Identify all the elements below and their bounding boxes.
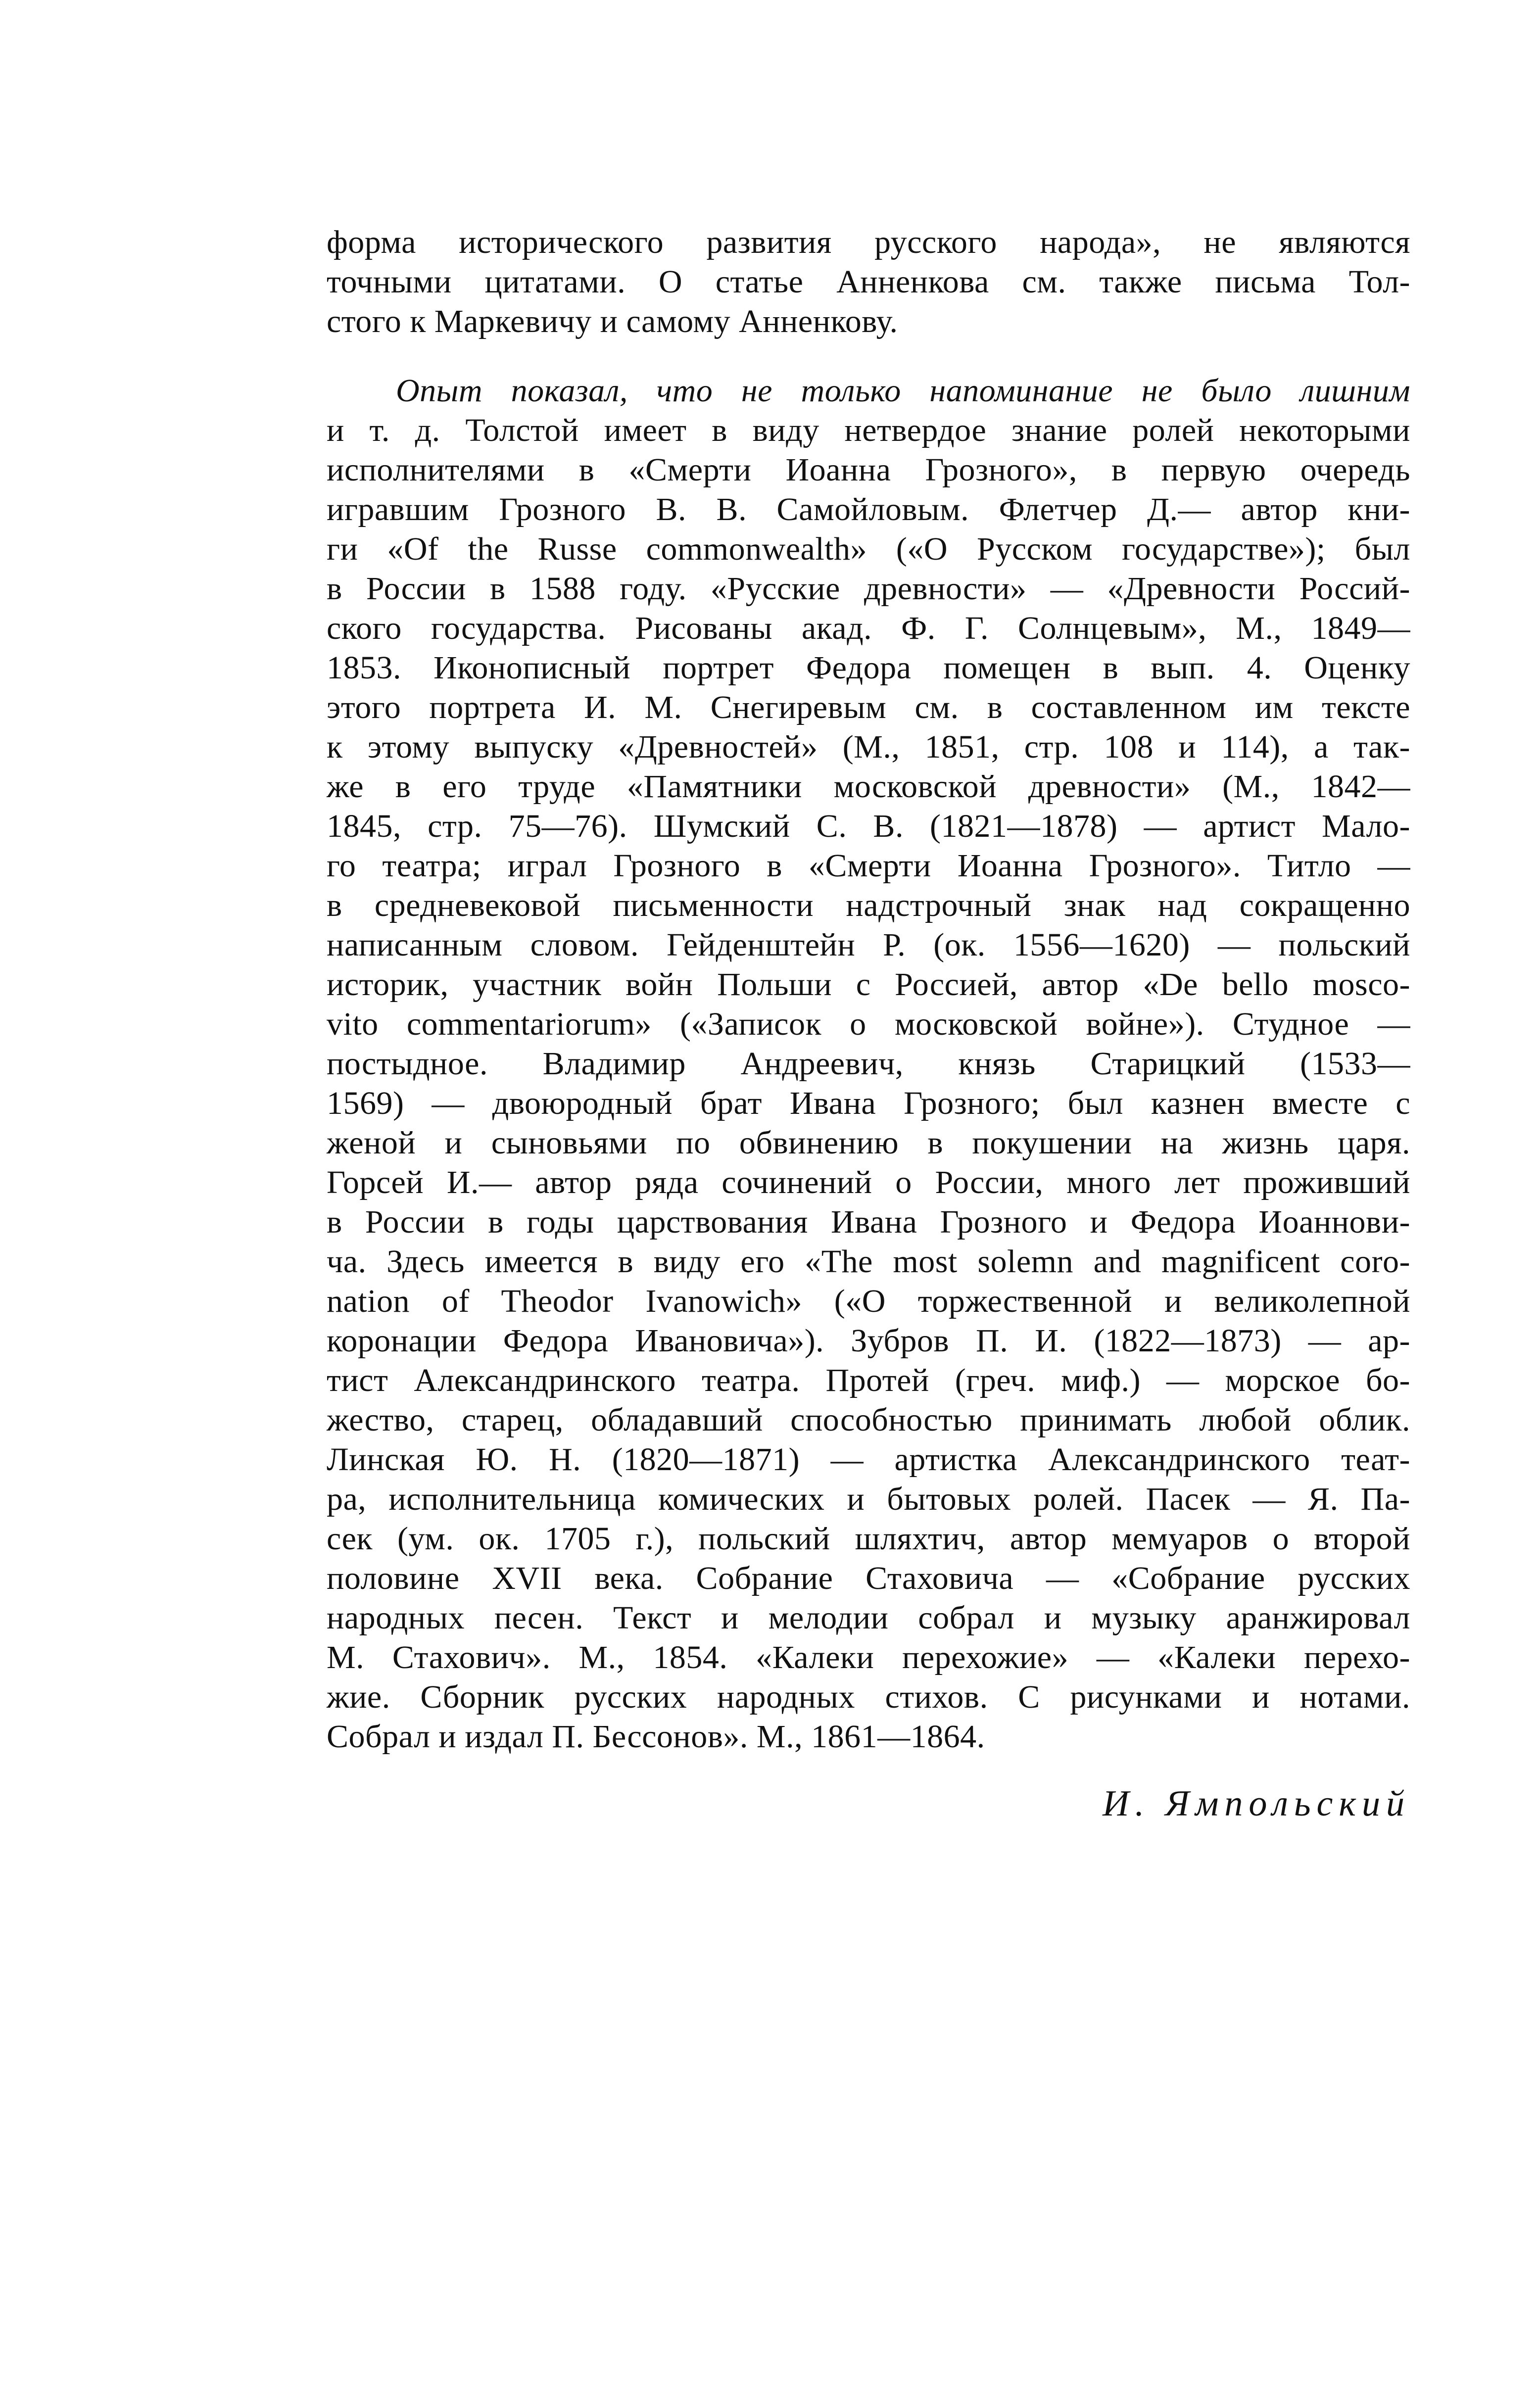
text-line: в средневековой письменности надстрочный знак над сокращенно: [327, 887, 1410, 923]
text-line: 1845, стр. 75—76). Шумский С. В. (1821—1878) — артист Мало-: [327, 808, 1410, 844]
text-line: игравшим Грозного В. В. Самойловым. Флетчер Д.— автор кни-: [327, 491, 1410, 527]
text-line: исполнителями в «Смерти Иоанна Грозного», в первую очередь: [327, 452, 1410, 488]
text-line: Линская Ю. Н. (1820—1871) — артистка Александринского теат-: [327, 1441, 1410, 1478]
text-line: vito commentariorum» («Записок о московской войне»). Студное —: [327, 1006, 1410, 1042]
text-line: написанным словом. Гейденштейн Р. (ок. 1556—1620) — польский: [327, 927, 1410, 963]
text-line: коронации Федора Ивановича»). Зубров П. И. (1822—1873) — ар-: [327, 1323, 1410, 1359]
text-line: Собрал и издал П. Бессонов». М., 1861—1864.: [327, 1719, 985, 1755]
author-signature: И. Ямпольский: [1103, 1783, 1410, 1824]
text-line: Горсей И.— автор ряда сочинений о России, много лет проживший: [327, 1164, 1410, 1200]
text-line: историк, участник войн Польши с Россией, автор «De bello mosco-: [327, 966, 1410, 1003]
text-line: половине XVII века. Собрание Стаховича — «Собрание русских: [327, 1560, 1410, 1596]
text-line: к этому выпуску «Древностей» (М., 1851, стр. 108 и 114), а так-: [327, 729, 1410, 765]
text-line: точными цитатами. О статье Анненкова см. также письма Тол-: [327, 264, 1410, 300]
text-line: жие. Сборник русских народных стихов. С рисунками и нотами.: [327, 1679, 1410, 1715]
text-line: народных песен. Текст и мелодии собрал и музыку аранжировал: [327, 1600, 1410, 1636]
text-line: постыдное. Владимир Андреевич, князь Старицкий (1533—: [327, 1046, 1410, 1082]
text-line: в России в 1588 году. «Русские древности» — «Древности Россий-: [327, 571, 1410, 607]
text-line-lemma: Опыт показал, что не только напоминание не было лишним: [396, 373, 1410, 409]
text-line: ра, исполнительница комических и бытовых ролей. Пасек — Я. Па-: [327, 1481, 1410, 1517]
text-line: ча. Здесь имеется в виду его «The most solemn and magnificent coro-: [327, 1243, 1410, 1280]
text-line: стого к Маркевичу и самому Анненкову.: [327, 303, 898, 339]
text-line: nation of Theodor Ivanowich» («О торжественной и великолепной: [327, 1283, 1410, 1319]
text-line: форма исторического развития русского народа», не являются: [327, 224, 1410, 260]
text-line: 1853. Иконописный портрет Федора помещен в вып. 4. Оценку: [327, 650, 1410, 686]
text-line: и т. д. Толстой имеет в виду нетвердое знание ролей некоторыми: [327, 412, 1410, 448]
text-line: 1569) — двоюродный брат Ивана Грозного; был казнен вместе с: [327, 1085, 1410, 1121]
text-line: ского государства. Рисованы акад. Ф. Г. Солнцевым», М., 1849—: [327, 610, 1410, 646]
text-line: в России в годы царствования Ивана Грозного и Федора Иоаннови-: [327, 1204, 1410, 1240]
text-line: же в его труде «Памятники московской древности» (М., 1842—: [327, 768, 1410, 805]
text-line: жество, старец, обладавший способностью принимать любой облик.: [327, 1402, 1410, 1438]
text-line: этого портрета И. М. Снегиревым см. в составленном им тексте: [327, 689, 1410, 725]
text-line: го театра; играл Грозного в «Смерти Иоанна Грозного». Титло —: [327, 848, 1410, 884]
text-line: ги «Of the Russe commonwealth» («О Русском государстве»); был: [327, 531, 1410, 567]
text-line: тист Александринского театра. Протей (греч. миф.) — морское бо-: [327, 1362, 1410, 1398]
text-line: женой и сыновьями по обвинению в покушении на жизнь царя.: [327, 1125, 1410, 1161]
text-line: М. Стахович». М., 1854. «Калеки перехожие» — «Калеки перехо-: [327, 1639, 1410, 1675]
text-line: сек (ум. ок. 1705 г.), польский шляхтич, автор мемуаров о второй: [327, 1521, 1410, 1557]
